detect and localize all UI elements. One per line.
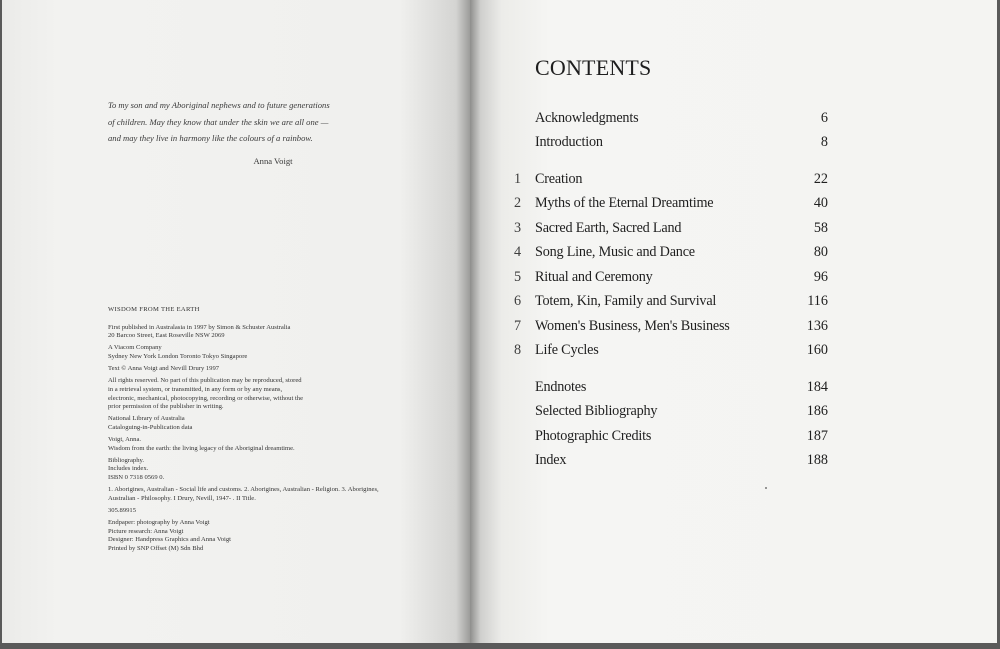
toc-page-number: 80 [813,244,828,260]
toc-page-number: 116 [807,293,828,309]
toc-page-number: 8 [820,134,828,150]
toc-chapter-number: 2 [514,195,522,211]
imprint-line: Designer: Handpress Graphics and Anna Voigt [108,536,232,544]
left-page [2,0,470,643]
dedication-line: To my son and my Aboriginal nephews and to future generations [108,100,330,110]
imprint-line: A Viacom Company [108,344,162,352]
toc-entry[interactable] [510,110,828,130]
toc-page-number: 58 [813,220,828,236]
toc-page-number: 136 [806,318,828,334]
toc-entry[interactable] [510,171,828,191]
toc-entry[interactable] [510,403,828,423]
toc-entry-title: Myths of the Eternal Dreamtime [535,195,714,211]
toc-chapter-number: 5 [514,269,522,285]
toc-page-number: 40 [813,195,828,211]
imprint-line: ISBN 0 7318 0569 0. [108,474,165,482]
imprint-line: Sydney New York London Toronto Tokyo Singapore [108,352,248,360]
toc-chapter-number: 8 [514,342,522,358]
imprint-company [108,344,428,361]
imprint-line: Includes index. [108,465,149,473]
imprint-line: All rights reserved. No part of this publication may be reproduced, stored [108,377,302,385]
toc-chapter-number: 7 [514,318,522,334]
imprint-book-title: WISDOM FROM THE EARTH [108,306,200,313]
toc-entry[interactable] [510,269,828,289]
toc-page-number: 160 [806,342,828,358]
toc-chapter-number: 6 [514,293,522,309]
toc-entry-title: Song Line, Music and Dance [535,244,695,260]
imprint-line: Wisdom from the earth: the living legacy of the Aboriginal dreamtime. [108,444,295,452]
imprint-line: in a retrieval system, or transmitted, in any form or by any means, [108,385,283,393]
imprint-page [108,306,428,557]
imprint-line: National Library of Australia [108,415,185,423]
imprint-line: 20 Barcoo Street, East Roseville NSW 2069 [108,332,225,340]
toc-entry[interactable] [510,134,828,154]
dedication-line: and may they live in harmony like the colours of a rainbow. [108,133,313,143]
toc-entry-title: Introduction [535,134,603,150]
toc-entry-title: Totem, Kin, Family and Survival [535,293,717,309]
imprint-classification: 305.89915 [108,507,137,515]
toc-page-number: 6 [820,110,828,126]
imprint-line: Printed by SNP Offset (M) Sdn Bhd [108,545,204,552]
imprint-published [108,324,428,341]
toc-entry[interactable] [510,342,828,362]
imprint-line: electronic, mechanical, photocopying, recording or otherwise, without the [108,394,304,402]
imprint-catalog [108,436,428,453]
toc-entry-title: Selected Bibliography [535,403,658,419]
imprint-line: 1. Aborigines, Australian - Social life and customs. 2. Aborigines, Australian - Religion. 3. Aborigines, [108,486,379,494]
imprint-line: prior permission of the publisher in writing. [108,403,224,411]
imprint-line: Endpaper: photography by Anna Voigt [108,519,210,527]
imprint-credits [108,519,428,553]
imprint-line: Bibliography. [108,456,145,464]
imprint-line: First published in Australasia in 1997 by Simon & Schuster Australia [108,323,291,331]
toc-chapter-number: 4 [514,244,522,260]
imprint-library [108,415,428,432]
toc-entry-title: Women's Business, Men's Business [535,318,730,334]
toc-entry-title: Sacred Earth, Sacred Land [535,220,682,236]
toc-chapter-number: 3 [514,220,522,236]
toc-entry[interactable] [510,452,828,472]
imprint-line: Picture research: Anna Voigt [108,527,184,535]
toc-page-number: 187 [806,428,828,444]
toc-entry-title: Life Cycles [535,342,599,358]
dedication-signature: Anna Voigt [253,155,293,166]
toc-entry[interactable] [510,293,828,313]
imprint-subjects [108,486,428,503]
toc-entry[interactable] [510,318,828,338]
imprint-line: Voigt, Anna. [108,436,142,444]
dedication [108,97,368,169]
dedication-line: of children. May they know that under the skin we are all one — [108,116,329,127]
toc-entry-title: Ritual and Ceremony [535,269,653,285]
imprint-line: Cataloguing-in-Publication data [108,423,193,431]
toc-page-number: 184 [806,379,828,395]
imprint-line: Australian - Philosophy. I Drury, Nevill, 1947- . II Title. [108,494,256,502]
toc-entry[interactable] [510,220,828,240]
toc-entry[interactable] [510,428,828,448]
toc-entry-title: Creation [535,171,583,187]
toc-entry-title: Photographic Credits [535,428,652,444]
toc-entry[interactable] [510,244,828,264]
toc-entry-title: Index [535,452,567,468]
toc-entry[interactable] [510,379,828,399]
toc-entry[interactable] [510,195,828,215]
toc-page-number: 186 [806,403,828,419]
contents-title: CONTENTS [535,55,652,80]
toc-page-number: 22 [813,171,828,187]
toc-entry-title: Acknowledgments [535,110,639,126]
toc-page-number: 96 [813,269,828,285]
paper-speck [765,487,767,489]
toc-chapter-number: 1 [514,171,522,187]
toc-page-number: 188 [806,452,828,468]
imprint-rights [108,377,428,411]
imprint-notes [108,457,428,483]
imprint-copyright: Text © Anna Voigt and Nevill Drury 1997 [108,365,220,373]
toc-entry-title: Endnotes [535,379,587,395]
